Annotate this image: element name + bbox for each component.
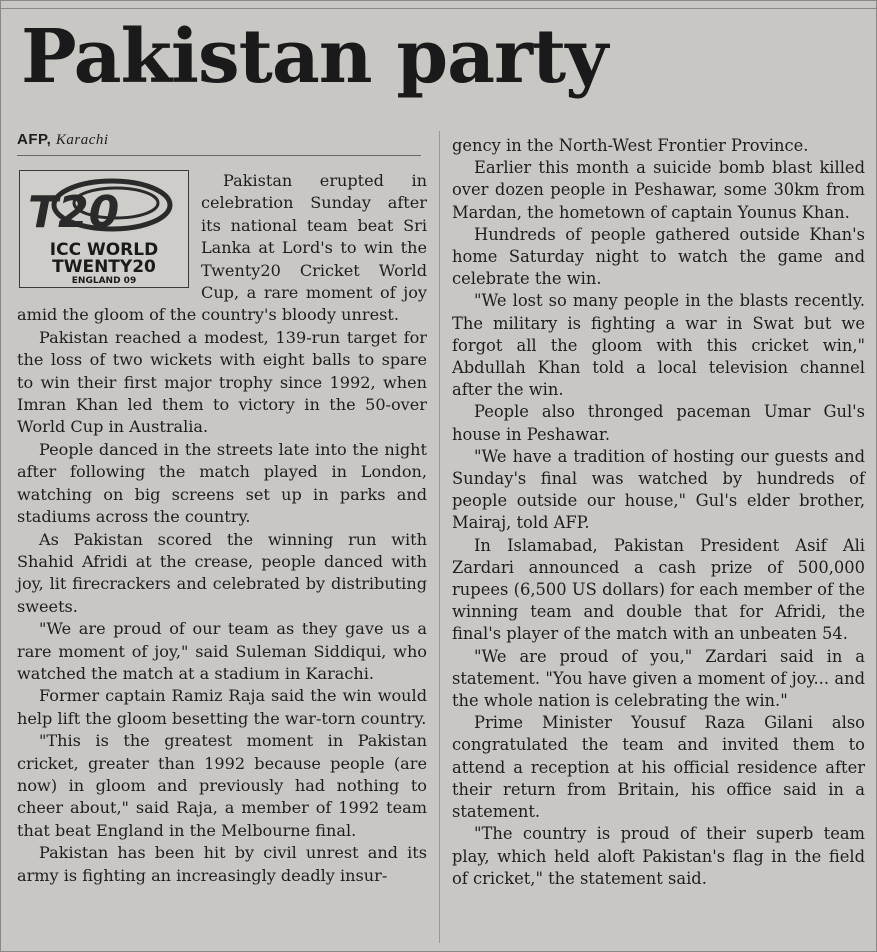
left-paragraph: Pakistan erupted in celebration Sunday after its national team beat Sri Lanka at Lord's to win the Twenty20 Cricket World Cup, a rare moment of joy amid the gloom of the country's bloody unrest. — [17, 171, 427, 325]
headline: Pakistan party — [21, 14, 608, 100]
right-paragraph: In Islamabad, Pakistan President Asif Ali Zardari announced a cash prize of 500,000 rupees (6,500 US dollars) for each member of the winning team and double that for Afridi, the final's player of the match with an unbeaten 54. — [452, 535, 865, 644]
left-paragraph: Former captain Ramiz Raja said the win would help lift the gloom besetting the war-torn country. — [17, 686, 427, 728]
logo-t20: T20 — [28, 187, 120, 238]
byline — [17, 131, 421, 156]
logo-line-1: ICC WORLD — [49, 240, 159, 260]
left-paragraph: As Pakistan scored the winning run with Shahid Afridi at the crease, people danced with joy, lit firecrackers and celebrated by distributing sweets. — [17, 529, 427, 616]
right-paragraph: "We are proud of you," Zardari said in a statement. "You have given a moment of joy... and the whole nation is celebrating the win." — [452, 646, 865, 711]
column-divider — [439, 131, 440, 943]
byline-agency: AFP, — [17, 131, 52, 148]
right-paragraph: "The country is proud of their superb team play, which held aloft Pakistan's flag in the field of cricket," the statement said. — [452, 824, 865, 888]
right-paragraph: Earlier this month a suicide bomb blast killed over dozen people in Peshawar, some 30km from Mardan, the hometown of captain Younus Khan. — [452, 158, 865, 222]
right-column — [452, 135, 865, 890]
right-paragraph: Hundreds of people gathered outside Khan's home Saturday night to watch the game and celebrate the win. — [452, 224, 865, 289]
right-paragraph: People also thronged paceman Umar Gul's house in Peshawar. — [452, 402, 865, 444]
logo-line-2: TWENTY20 — [52, 257, 156, 277]
left-paragraph: People danced in the streets late into the night after following the match played in London, watching on big screens set up in parks and stadiums across the country. — [17, 439, 427, 527]
left-paragraph: Pakistan has been hit by civil unrest and its army is fighting an increasingly deadly insur- — [17, 843, 427, 885]
left-paragraph: "We are proud of our team as they gave us a rare moment of joy," said Suleman Siddiqui, who watched the match at a stadium in Karachi. — [17, 619, 427, 683]
right-paragraph: gency in the North-West Frontier Province. — [452, 136, 809, 155]
t20-logo-icon — [20, 171, 188, 287]
left-column — [17, 131, 427, 887]
top-rule — [1, 8, 877, 9]
left-paragraph: "This is the greatest moment in Pakistan cricket, greater than 1992 because people (are now) in gloom and previously had nothing to cheer about," said Raja, a member of 1992 team that beat England in the Melbourne final. — [17, 731, 427, 840]
icc-world-twenty20-logo — [19, 170, 189, 288]
byline-place: Karachi — [55, 132, 109, 148]
right-paragraph: "We lost so many people in the blasts recently. The military is fighting a war in Swat but we forgot all the gloom with this cricket win," Abdullah Khan told a local television channel after the win. — [452, 291, 865, 400]
right-paragraph: "We have a tradition of hosting our guests and Sunday's final was watched by hundreds of people outside our house," Gul's elder brother, Mairaj, told AFP. — [452, 446, 865, 533]
logo-line-3: ENGLAND 09 — [71, 276, 137, 286]
left-paragraph: Pakistan reached a modest, 139-run target for the loss of two wickets with eight balls to spare to win their first major trophy since 1992, when Imran Khan led them to victory in the 50-over World Cup in Australia. — [17, 327, 427, 437]
right-paragraph: Prime Minister Yousuf Raza Gilani also congratulated the team and invited them to attend a reception at his official residence after their return from Britain, his office said in a statement. — [452, 713, 865, 822]
